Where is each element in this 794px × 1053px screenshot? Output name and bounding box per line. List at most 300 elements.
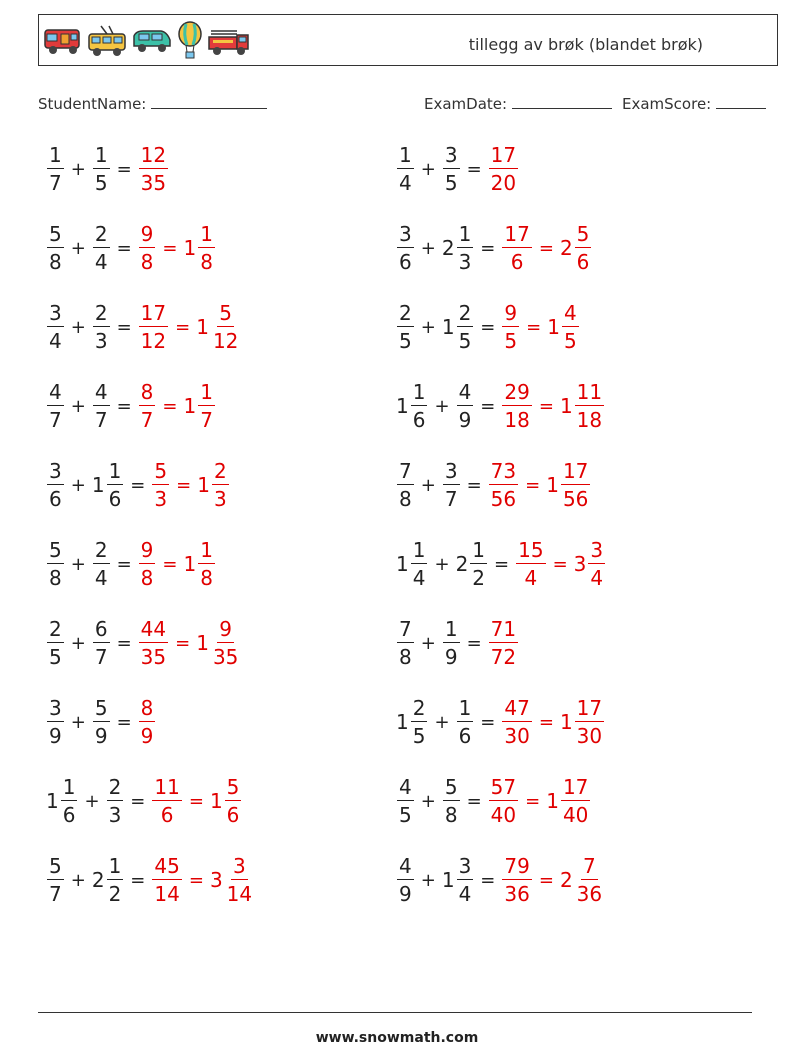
answer-mixed-numerator: 1 bbox=[200, 222, 213, 246]
problem-item bbox=[396, 382, 605, 430]
equals-sign: = bbox=[130, 474, 146, 496]
answer-mixed-whole: 1 bbox=[546, 473, 559, 497]
plus-sign: + bbox=[70, 553, 86, 575]
addend-b-numerator: 1 bbox=[472, 538, 486, 562]
answer-equals-sign: = bbox=[175, 316, 191, 338]
answer-mixed-term bbox=[183, 382, 215, 430]
answer-mixed-term bbox=[183, 224, 215, 272]
addend-a-numerator: 5 bbox=[49, 222, 62, 246]
answer-mixed-numerator: 7 bbox=[583, 854, 596, 878]
equals-sign: = bbox=[480, 237, 496, 259]
problem-item bbox=[46, 303, 241, 351]
plus-sign: + bbox=[70, 869, 86, 891]
addend-a-term bbox=[46, 303, 65, 351]
addend-a-fraction bbox=[47, 698, 64, 746]
problem-item bbox=[46, 540, 216, 588]
addend-b-denominator: 5 bbox=[94, 171, 108, 195]
addend-a-term bbox=[396, 540, 428, 588]
equals-sign: = bbox=[116, 553, 132, 575]
answer-mixed-whole: 1 bbox=[209, 789, 223, 813]
addend-a-whole: 1 bbox=[396, 394, 409, 418]
addend-b-denominator: 8 bbox=[444, 803, 458, 827]
addend-a-numerator: 5 bbox=[49, 854, 62, 878]
addend-a-numerator: 7 bbox=[399, 459, 412, 483]
answer-mixed-fraction bbox=[562, 303, 579, 351]
addend-a-fraction bbox=[47, 303, 64, 351]
answer-improper-numerator: 44 bbox=[140, 617, 167, 641]
answer-mixed-denominator: 56 bbox=[562, 487, 589, 511]
answer-mixed-whole: 1 bbox=[183, 394, 197, 418]
plus-sign: + bbox=[420, 790, 436, 812]
addend-b-numerator: 1 bbox=[444, 617, 458, 641]
answer-equals-sign: = bbox=[162, 553, 178, 575]
answer bbox=[138, 145, 169, 193]
answer-mixed-numerator: 3 bbox=[590, 538, 604, 562]
answer-improper-numerator: 17 bbox=[490, 143, 517, 167]
footer-divider bbox=[38, 1012, 752, 1013]
addend-b-fraction bbox=[457, 698, 474, 746]
addend-b-numerator: 2 bbox=[94, 538, 108, 562]
addend-b-numerator: 2 bbox=[458, 301, 472, 325]
answer-mixed-term bbox=[547, 303, 579, 351]
answer-improper-denominator: 5 bbox=[504, 329, 518, 353]
exam-score-blank[interactable] bbox=[716, 93, 766, 109]
addend-a-denominator: 5 bbox=[49, 645, 62, 669]
answer-mixed-fraction bbox=[211, 619, 240, 667]
answer-mixed-term bbox=[196, 303, 241, 351]
answer-mixed-fraction bbox=[225, 856, 254, 904]
addend-b-numerator: 3 bbox=[458, 854, 472, 878]
answer-improper-denominator: 4 bbox=[524, 566, 538, 590]
answer-improper-numerator: 71 bbox=[490, 617, 517, 641]
answer-equals-sign: = bbox=[162, 395, 178, 417]
answer-improper-term bbox=[488, 145, 519, 193]
addend-b-denominator: 5 bbox=[458, 329, 472, 353]
addend-b-term bbox=[442, 461, 461, 509]
addend-a-fraction bbox=[397, 145, 414, 193]
answer-mixed-fraction bbox=[561, 461, 590, 509]
addend-b-numerator: 2 bbox=[108, 775, 122, 799]
answer-mixed-term bbox=[546, 461, 591, 509]
addend-b-fraction bbox=[443, 145, 460, 193]
plus-sign: + bbox=[84, 790, 100, 812]
addend-b-fraction bbox=[457, 303, 474, 351]
addend-a-numerator: 1 bbox=[412, 538, 426, 562]
addend-b-fraction bbox=[443, 619, 460, 667]
answer-mixed-numerator: 1 bbox=[200, 538, 213, 562]
addend-a-whole: 1 bbox=[396, 552, 409, 576]
addend-a-denominator: 8 bbox=[49, 566, 62, 590]
addend-b-term bbox=[92, 145, 111, 193]
addend-a-numerator: 3 bbox=[49, 696, 62, 720]
addend-a-numerator: 2 bbox=[412, 696, 426, 720]
addend-a-numerator: 1 bbox=[49, 143, 62, 167]
answer-mixed-fraction bbox=[198, 224, 215, 272]
addend-a-term bbox=[396, 303, 415, 351]
problem-item bbox=[46, 777, 242, 825]
answer-mixed-whole: 3 bbox=[209, 868, 223, 892]
plus-sign: + bbox=[70, 474, 86, 496]
addend-a-term bbox=[396, 145, 415, 193]
addend-b-numerator: 1 bbox=[458, 222, 472, 246]
answer-mixed-whole: 1 bbox=[546, 789, 559, 813]
addend-b-whole: 2 bbox=[91, 868, 105, 892]
equals-sign: = bbox=[116, 632, 132, 654]
addend-b-numerator: 5 bbox=[444, 775, 458, 799]
header-icons bbox=[43, 21, 251, 61]
answer bbox=[501, 303, 579, 351]
answer bbox=[138, 382, 216, 430]
answer-improper-term bbox=[138, 224, 157, 272]
answer-mixed-denominator: 8 bbox=[200, 566, 213, 590]
answer-mixed-denominator: 8 bbox=[200, 250, 213, 274]
addend-b-term bbox=[442, 777, 461, 825]
answer-improper-numerator: 9 bbox=[504, 301, 518, 325]
answer-mixed-whole: 3 bbox=[573, 552, 587, 576]
addend-b-fraction bbox=[93, 224, 110, 272]
answer-improper-numerator: 15 bbox=[518, 538, 544, 562]
answer-improper-denominator: 6 bbox=[510, 250, 524, 274]
addend-b-numerator: 2 bbox=[94, 301, 108, 325]
addend-a-denominator: 7 bbox=[49, 408, 62, 432]
addend-b-denominator: 6 bbox=[458, 724, 472, 748]
plus-sign: + bbox=[420, 632, 436, 654]
answer-improper-numerator: 8 bbox=[140, 380, 154, 404]
addend-a-denominator: 7 bbox=[49, 171, 62, 195]
answer-mixed-denominator: 36 bbox=[576, 882, 603, 906]
answer-mixed-whole: 1 bbox=[183, 552, 197, 576]
answer-improper-fraction bbox=[139, 224, 156, 272]
addend-b-fraction bbox=[443, 777, 460, 825]
answer-improper-fraction bbox=[502, 303, 519, 351]
addend-b-denominator: 3 bbox=[108, 803, 122, 827]
problem-item bbox=[396, 856, 605, 904]
answer-mixed-numerator: 17 bbox=[576, 696, 603, 720]
problem-item bbox=[396, 698, 605, 746]
answer-improper-term bbox=[501, 224, 532, 272]
addend-b-numerator: 4 bbox=[94, 380, 108, 404]
plus-sign: + bbox=[70, 237, 86, 259]
answer-improper-fraction bbox=[139, 619, 168, 667]
answer-improper-denominator: 35 bbox=[140, 171, 167, 195]
answer-improper-term bbox=[138, 698, 157, 746]
addend-b-term bbox=[456, 540, 488, 588]
answer-improper-fraction bbox=[139, 145, 168, 193]
answer bbox=[138, 303, 242, 351]
addend-b-denominator: 5 bbox=[444, 171, 458, 195]
addend-b-term bbox=[92, 698, 111, 746]
addend-a-term bbox=[396, 224, 415, 272]
addend-a-term bbox=[46, 540, 65, 588]
answer bbox=[138, 540, 216, 588]
answer-mixed-term bbox=[197, 461, 229, 509]
answer-improper-denominator: 14 bbox=[154, 882, 180, 906]
student-name-field bbox=[38, 93, 267, 113]
addend-a-numerator: 1 bbox=[399, 143, 412, 167]
addend-b-term bbox=[456, 698, 475, 746]
addend-a-term bbox=[46, 145, 65, 193]
worksheet-header bbox=[38, 14, 778, 66]
answer-mixed-numerator: 11 bbox=[576, 380, 603, 404]
addend-a-term bbox=[46, 856, 65, 904]
addend-b-fraction bbox=[457, 224, 474, 272]
answer bbox=[501, 856, 605, 904]
answer-improper-denominator: 56 bbox=[490, 487, 517, 511]
plus-sign: + bbox=[420, 158, 436, 180]
addend-a-fraction bbox=[411, 698, 428, 746]
answer-equals-sign: = bbox=[538, 711, 554, 733]
equals-sign: = bbox=[494, 553, 510, 575]
answer-mixed-denominator: 35 bbox=[212, 645, 239, 669]
answer-improper-denominator: 7 bbox=[140, 408, 154, 432]
addend-a-fraction bbox=[47, 619, 64, 667]
addend-b-term bbox=[92, 224, 111, 272]
answer-improper-term bbox=[488, 461, 519, 509]
answer-improper-numerator: 12 bbox=[140, 143, 167, 167]
addend-b-whole: 1 bbox=[441, 315, 455, 339]
addend-a-fraction bbox=[397, 777, 414, 825]
answer-mixed-fraction bbox=[225, 777, 242, 825]
addend-a-term bbox=[396, 619, 415, 667]
answer-improper-denominator: 30 bbox=[504, 724, 530, 748]
answer-improper-term bbox=[138, 382, 157, 430]
exam-date-blank[interactable] bbox=[512, 93, 612, 109]
answer-mixed-denominator: 4 bbox=[590, 566, 604, 590]
answer-improper-term bbox=[501, 856, 532, 904]
answer-improper-denominator: 12 bbox=[140, 329, 167, 353]
worksheet-title: tillegg av brøk (blandet brøk) bbox=[468, 35, 703, 54]
problem-item bbox=[46, 145, 169, 193]
addend-b-denominator: 9 bbox=[458, 408, 472, 432]
exam-date-field bbox=[424, 93, 612, 113]
addend-b-denominator: 7 bbox=[94, 645, 108, 669]
answer-mixed-term bbox=[560, 224, 592, 272]
addend-a-term bbox=[46, 777, 78, 825]
answer-mixed-term bbox=[560, 382, 605, 430]
answer-improper-numerator: 9 bbox=[140, 222, 154, 246]
addend-a-fraction bbox=[47, 461, 64, 509]
answer-improper-denominator: 8 bbox=[140, 566, 154, 590]
addend-b-term bbox=[442, 224, 474, 272]
addend-b-numerator: 6 bbox=[94, 617, 108, 641]
trolleybus-icon bbox=[87, 24, 127, 58]
answer-mixed-denominator: 6 bbox=[576, 250, 590, 274]
addend-a-term bbox=[396, 382, 428, 430]
answer-improper-denominator: 20 bbox=[490, 171, 517, 195]
addend-a-denominator: 6 bbox=[62, 803, 76, 827]
answer-improper-term bbox=[138, 145, 169, 193]
addend-a-fraction bbox=[411, 540, 428, 588]
addend-b-denominator: 2 bbox=[108, 882, 122, 906]
addend-a-denominator: 5 bbox=[412, 724, 426, 748]
answer-improper-fraction bbox=[502, 382, 531, 430]
equals-sign: = bbox=[116, 316, 132, 338]
addend-b-whole: 1 bbox=[441, 868, 455, 892]
addend-b-denominator: 2 bbox=[472, 566, 486, 590]
addend-b-denominator: 9 bbox=[444, 645, 458, 669]
answer bbox=[151, 777, 242, 825]
answer-mixed-term bbox=[210, 777, 242, 825]
answer-improper-term bbox=[151, 777, 182, 825]
answer-mixed-fraction bbox=[575, 224, 592, 272]
answer-mixed-fraction bbox=[588, 540, 605, 588]
answer-mixed-denominator: 40 bbox=[562, 803, 589, 827]
answer-mixed-whole: 1 bbox=[196, 631, 209, 655]
exam-score-label: ExamScore: bbox=[622, 95, 712, 113]
answer-improper-fraction bbox=[139, 698, 156, 746]
addend-a-numerator: 7 bbox=[399, 617, 412, 641]
answer-mixed-denominator: 30 bbox=[576, 724, 603, 748]
addend-a-denominator: 9 bbox=[399, 882, 412, 906]
equals-sign: = bbox=[466, 158, 482, 180]
answer-improper-fraction bbox=[502, 856, 531, 904]
addend-b-denominator: 9 bbox=[94, 724, 108, 748]
answer-improper-denominator: 72 bbox=[490, 645, 517, 669]
answer-improper-denominator: 9 bbox=[140, 724, 154, 748]
addend-b-fraction bbox=[470, 540, 487, 588]
addend-b-numerator: 3 bbox=[444, 459, 458, 483]
answer-mixed-numerator: 4 bbox=[563, 301, 577, 325]
answer-mixed-numerator: 17 bbox=[562, 775, 589, 799]
addend-b-term bbox=[442, 856, 474, 904]
addend-a-fraction bbox=[397, 856, 414, 904]
addend-a-fraction bbox=[61, 777, 78, 825]
answer-improper-denominator: 35 bbox=[140, 645, 167, 669]
addend-b-fraction bbox=[443, 461, 460, 509]
addend-b-fraction bbox=[93, 382, 110, 430]
answer bbox=[515, 540, 606, 588]
answer-improper-fraction bbox=[139, 303, 168, 351]
answer-improper-numerator: 29 bbox=[504, 380, 530, 404]
answer-improper-term bbox=[515, 540, 546, 588]
answer-improper-numerator: 11 bbox=[154, 775, 180, 799]
answer bbox=[488, 461, 592, 509]
answer bbox=[151, 856, 255, 904]
answer-improper-fraction bbox=[516, 540, 545, 588]
addend-b-term bbox=[92, 856, 124, 904]
problem-item bbox=[396, 145, 519, 193]
addend-a-numerator: 3 bbox=[49, 459, 62, 483]
answer bbox=[151, 461, 229, 509]
answer-mixed-whole: 1 bbox=[183, 236, 197, 260]
exam-score-field bbox=[622, 93, 766, 113]
problem-item bbox=[396, 540, 606, 588]
answer-mixed-numerator: 2 bbox=[213, 459, 227, 483]
addend-a-denominator: 4 bbox=[49, 329, 62, 353]
addend-b-fraction bbox=[107, 777, 124, 825]
answer bbox=[488, 145, 519, 193]
answer-mixed-fraction bbox=[561, 777, 590, 825]
hot-air-balloon-icon bbox=[177, 21, 203, 61]
answer-mixed-whole: 1 bbox=[197, 473, 210, 497]
answer-improper-fraction bbox=[502, 224, 531, 272]
equals-sign: = bbox=[130, 790, 146, 812]
addend-b-fraction bbox=[457, 382, 474, 430]
equals-sign: = bbox=[466, 790, 482, 812]
answer-mixed-whole: 2 bbox=[559, 868, 573, 892]
exam-date-label: ExamDate: bbox=[424, 95, 508, 113]
addend-a-denominator: 5 bbox=[399, 329, 412, 353]
problem-item bbox=[396, 461, 591, 509]
equals-sign: = bbox=[480, 869, 496, 891]
answer-improper-numerator: 73 bbox=[490, 459, 517, 483]
addend-a-denominator: 7 bbox=[49, 882, 62, 906]
addend-a-denominator: 8 bbox=[399, 487, 412, 511]
answer bbox=[138, 619, 242, 667]
addend-a-denominator: 4 bbox=[399, 171, 412, 195]
answer bbox=[488, 777, 592, 825]
footer-url: www.snowmath.com bbox=[315, 1030, 479, 1046]
addend-a-fraction bbox=[47, 145, 64, 193]
answer-improper-numerator: 9 bbox=[140, 538, 154, 562]
plus-sign: + bbox=[420, 869, 436, 891]
problem-item bbox=[46, 698, 156, 746]
student-name-blank[interactable] bbox=[151, 93, 267, 109]
answer-mixed-denominator: 18 bbox=[576, 408, 603, 432]
answer-improper-term bbox=[151, 856, 182, 904]
addend-b-denominator: 6 bbox=[108, 487, 122, 511]
plus-sign: + bbox=[434, 553, 450, 575]
addend-a-denominator: 5 bbox=[399, 803, 412, 827]
answer-improper-numerator: 47 bbox=[504, 696, 530, 720]
addend-a-whole: 1 bbox=[46, 789, 59, 813]
problem-item bbox=[396, 619, 519, 667]
addend-a-term bbox=[396, 856, 415, 904]
answer-mixed-term bbox=[560, 698, 605, 746]
answer bbox=[501, 224, 592, 272]
addend-b-denominator: 7 bbox=[444, 487, 458, 511]
addend-a-whole: 1 bbox=[396, 710, 409, 734]
answer-mixed-fraction bbox=[575, 382, 604, 430]
equals-sign: = bbox=[466, 474, 482, 496]
answer-improper-term bbox=[138, 619, 169, 667]
addend-b-term bbox=[92, 461, 124, 509]
problem-item bbox=[396, 303, 580, 351]
addend-a-denominator: 9 bbox=[49, 724, 62, 748]
problem-item bbox=[396, 777, 591, 825]
addend-a-numerator: 2 bbox=[399, 301, 412, 325]
answer-improper-denominator: 6 bbox=[160, 803, 174, 827]
answer-mixed-fraction bbox=[575, 698, 604, 746]
addend-a-term bbox=[46, 698, 65, 746]
answer-mixed-term bbox=[183, 540, 215, 588]
answer bbox=[138, 224, 216, 272]
answer-improper-fraction bbox=[152, 777, 181, 825]
addend-a-fraction bbox=[47, 224, 64, 272]
answer-mixed-numerator: 17 bbox=[562, 459, 589, 483]
addend-b-fraction bbox=[107, 461, 124, 509]
addend-b-fraction bbox=[457, 856, 474, 904]
addend-a-denominator: 8 bbox=[49, 250, 62, 274]
answer-improper-term bbox=[501, 382, 532, 430]
answer-equals-sign: = bbox=[538, 237, 554, 259]
answer-mixed-denominator: 3 bbox=[213, 487, 227, 511]
answer-mixed-whole: 1 bbox=[547, 315, 560, 339]
plus-sign: + bbox=[420, 316, 436, 338]
answer-improper-numerator: 45 bbox=[154, 854, 180, 878]
addend-a-numerator: 1 bbox=[412, 380, 426, 404]
problem-item bbox=[46, 382, 216, 430]
student-name-label: StudentName: bbox=[38, 95, 147, 113]
answer-mixed-denominator: 5 bbox=[563, 329, 577, 353]
problem-item bbox=[46, 619, 241, 667]
addend-a-numerator: 4 bbox=[399, 775, 412, 799]
addend-a-fraction bbox=[47, 382, 64, 430]
addend-a-fraction bbox=[397, 303, 414, 351]
addend-a-fraction bbox=[411, 382, 428, 430]
answer-mixed-whole: 1 bbox=[559, 710, 573, 734]
answer-improper-fraction bbox=[489, 461, 518, 509]
